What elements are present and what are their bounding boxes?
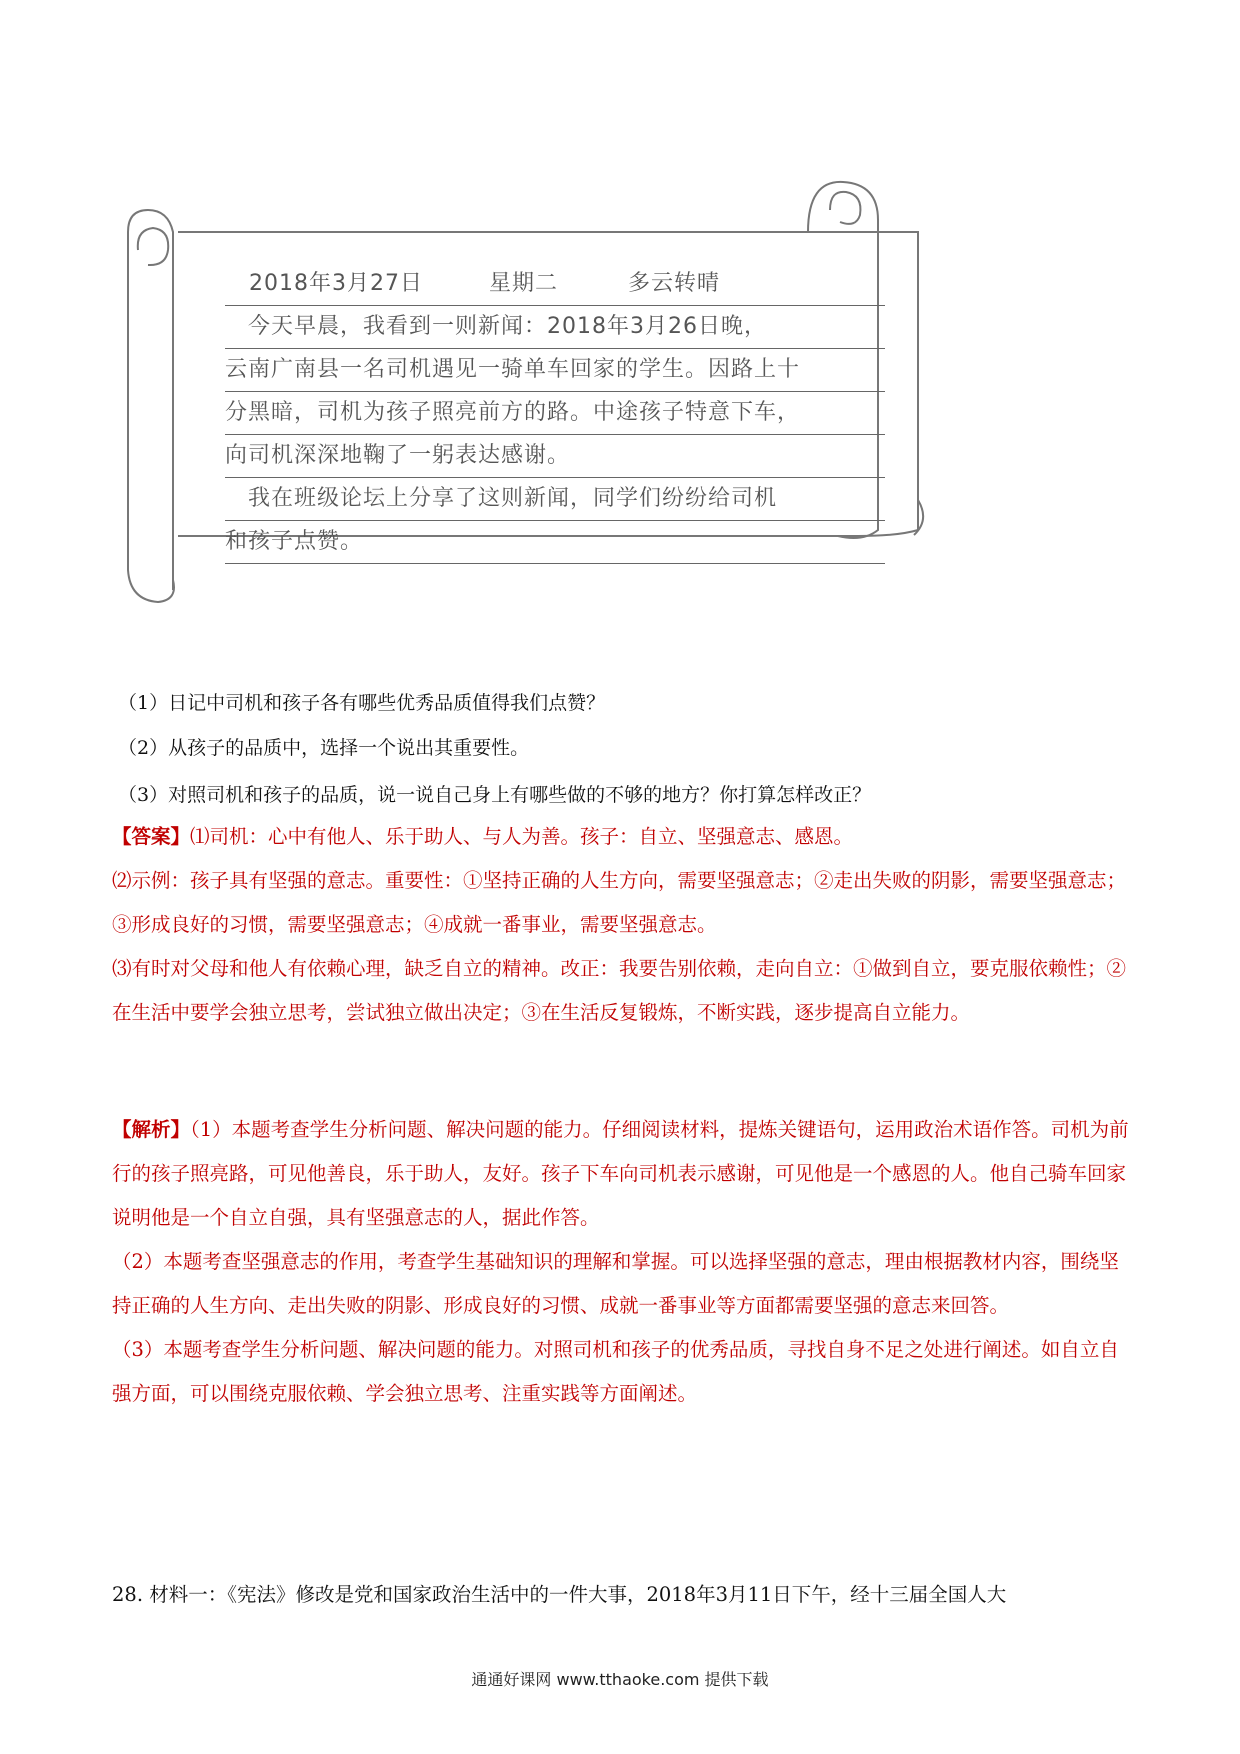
question-3: （3）对照司机和孩子的品质，说一说自己身上有哪些做的不够的地方？你打算怎样改正？ [118, 784, 872, 806]
diary-text [225, 263, 885, 564]
answer-para-1 [112, 815, 1132, 859]
answer-para-2: ⑵示例：孩子具有坚强的意志。重要性：①坚持正确的人生方向，需要坚强意志；②走出失败的阴影，需要坚强意志；③形成良好的习惯，需要坚强意志；④成就一番事业，需要坚强意志。 [112, 869, 1127, 936]
diary-date: 2018年3月27日 [249, 271, 423, 296]
diary-line: 分黑暗，司机为孩子照亮前方的路。中途孩子特意下车， [225, 392, 885, 435]
diary-weather: 多云转晴 [628, 271, 721, 296]
question-2: （2）从孩子的品质中，选择一个说出其重要性。 [118, 737, 530, 759]
question-1: （1）日记中司机和孩子各有哪些优秀品质值得我们点赞？ [118, 692, 606, 714]
diary-line: 今天早晨，我看到一则新闻：2018年3月26日晚， [225, 306, 885, 349]
answer-section [112, 815, 1132, 1035]
analysis-para-3: （3）本题考查学生分析问题、解决问题的能力。对照司机和孩子的优秀品质，寻找自身不足之处进行阐述。如自立自强方面，可以围绕克服依赖、学会独立思考、注重实践等方面阐述。 [112, 1338, 1119, 1405]
diary-header [225, 263, 885, 306]
analysis-tag: 【解析】 [112, 1118, 191, 1141]
answer-text-1: ⑴司机：心中有他人、乐于助人、与人为善。孩子：自立、坚强意志、感恩。 [190, 825, 854, 848]
diary-line: 云南广南县一名司机遇见一骑单车回家的学生。因路上十 [225, 349, 885, 392]
page-footer: 通通好课网 www.tthaoke.com 提供下载 [471, 1670, 769, 1689]
analysis-para-2: （2）本题考查坚强意志的作用，考查学生基础知识的理解和掌握。可以选择坚强的意志，理由根据教材内容，围绕坚持正确的人生方向、走出失败的阴影、形成良好的习惯、成就一番事业等方面都需要坚强的意志来回答。 [112, 1250, 1119, 1317]
diary-weekday: 星期二 [488, 271, 558, 296]
answer-para-3: ⑶有时对父母和他人有依赖心理，缺乏自立的精神。改正：我要告别依赖，走向自立：①做到自立，要克服依赖性；②在生活中要学会独立思考，尝试独立做出决定；③在生活反复锻炼，不断实践，逐步提高自立能力。 [112, 957, 1127, 1024]
diary-line: 我在班级论坛上分享了这则新闻，同学们纷纷给司机 [225, 478, 885, 521]
diary-line: 向司机深深地鞠了一躬表达感谢。 [225, 435, 885, 478]
diary-line: 和孩子点赞。 [225, 521, 885, 564]
analysis-section [112, 1108, 1132, 1416]
analysis-para-1 [112, 1108, 1132, 1240]
analysis-text-1: （1）本题考查学生分析问题、解决问题的能力。仔细阅读材料，提炼关键语句，运用政治术语作答。司机为前行的孩子照亮路，可见他善良，乐于助人，友好。孩子下车向司机表示感谢，可见他是一个感恩的人。他自己骑车回家说明他是一个自立自强，具有坚强意志的人，据此作答。 [112, 1118, 1129, 1229]
question-28: 28. 材料一：《宪法》修改是党和国家政治生活中的一件大事，2018年3月11日下午，经十三届全国人大 [112, 1583, 1007, 1606]
answer-tag: 【答案】 [112, 825, 191, 848]
